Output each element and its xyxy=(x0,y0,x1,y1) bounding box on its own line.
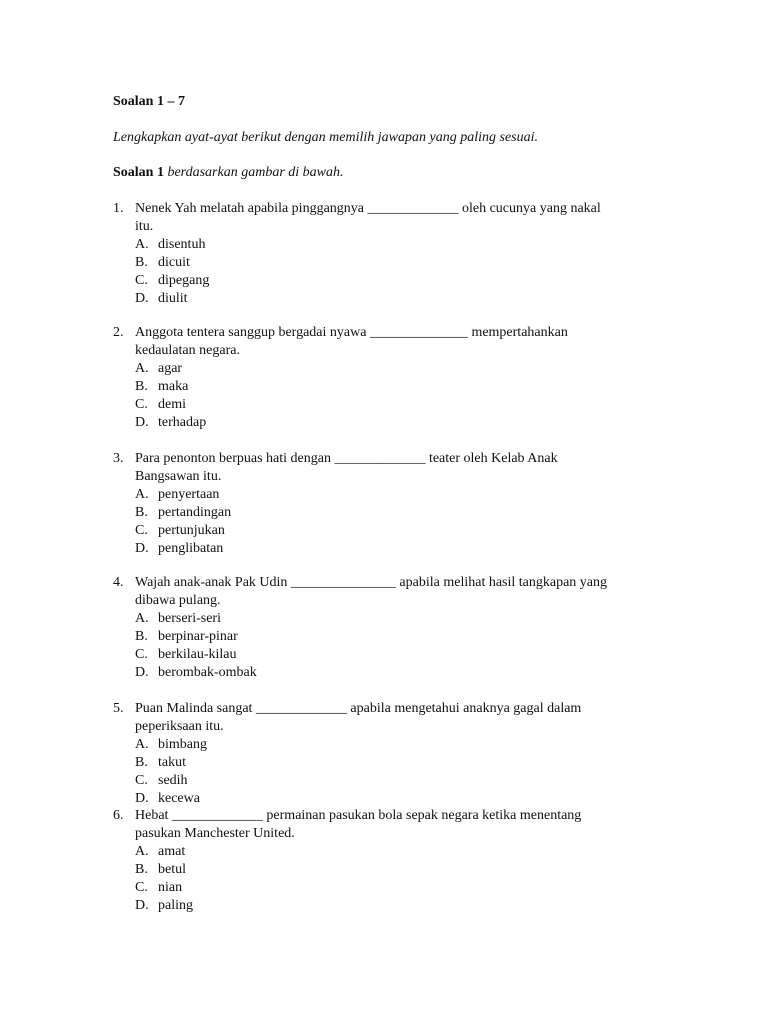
question-number: 1. xyxy=(113,201,124,216)
option-text: agar xyxy=(158,361,183,376)
option-c[interactable] xyxy=(113,522,673,540)
option-letter: B. xyxy=(135,379,148,394)
question-number: 3. xyxy=(113,451,124,466)
option-text: terhadap xyxy=(158,415,207,430)
section-title: Soalan 1 – 7 xyxy=(113,94,185,109)
option-letter: C. xyxy=(135,773,148,788)
question-stem-line xyxy=(113,468,673,486)
question-text: Anggota tentera sanggup bergadai nyawa ______________ mempertahankan xyxy=(135,325,568,340)
option-letter: C. xyxy=(135,397,148,412)
question-stem-line xyxy=(113,700,673,718)
option-text: paling xyxy=(158,898,193,913)
question-number: 5. xyxy=(113,701,124,716)
option-b[interactable] xyxy=(113,504,673,522)
option-c[interactable] xyxy=(113,646,673,664)
question-text: dibawa pulang. xyxy=(135,593,221,608)
question-2 xyxy=(113,324,673,432)
option-d[interactable] xyxy=(113,664,673,682)
option-text: pertunjukan xyxy=(158,523,225,538)
option-text: diulit xyxy=(158,291,188,306)
option-a[interactable] xyxy=(113,360,673,378)
option-d[interactable] xyxy=(113,290,673,308)
option-letter: A. xyxy=(135,844,149,859)
option-text: dipegang xyxy=(158,273,210,288)
option-a[interactable] xyxy=(113,236,673,254)
option-c[interactable] xyxy=(113,272,673,290)
option-a[interactable] xyxy=(113,610,673,628)
question-text: peperiksaan itu. xyxy=(135,719,224,734)
question-text: itu. xyxy=(135,219,154,234)
option-letter: D. xyxy=(135,665,149,680)
instruction-text: Lengkapkan ayat-ayat berikut dengan memilih jawapan yang paling sesuai. xyxy=(113,130,538,145)
option-text: sedih xyxy=(158,773,188,788)
question-stem-line xyxy=(113,592,673,610)
option-letter: D. xyxy=(135,541,149,556)
question-number: 6. xyxy=(113,808,124,823)
question-4 xyxy=(113,574,673,682)
option-text: amat xyxy=(158,844,186,859)
option-a[interactable] xyxy=(113,843,673,861)
option-c[interactable] xyxy=(113,396,673,414)
option-letter: B. xyxy=(135,255,148,270)
option-letter: C. xyxy=(135,647,148,662)
question-stem-line xyxy=(113,825,673,843)
question-text: Puan Malinda sangat _____________ apabila mengetahui anaknya gagal dalam xyxy=(135,701,582,716)
option-letter: D. xyxy=(135,291,149,306)
option-text: disentuh xyxy=(158,237,206,252)
question-number: 4. xyxy=(113,575,124,590)
option-b[interactable] xyxy=(113,628,673,646)
option-d[interactable] xyxy=(113,414,673,432)
option-letter: D. xyxy=(135,415,149,430)
option-letter: C. xyxy=(135,880,148,895)
option-text: maka xyxy=(158,379,189,394)
option-b[interactable] xyxy=(113,861,673,879)
option-text: takut xyxy=(158,755,186,770)
option-letter: A. xyxy=(135,737,149,752)
question-stem-line xyxy=(113,574,673,592)
question-stem-line xyxy=(113,200,673,218)
option-text: pertandingan xyxy=(158,505,232,520)
option-text: demi xyxy=(158,397,186,412)
option-b[interactable] xyxy=(113,754,673,772)
option-d[interactable] xyxy=(113,790,673,808)
question-stem-line xyxy=(113,718,673,736)
option-text: berkilau-kilau xyxy=(158,647,237,662)
question-text: Bangsawan itu. xyxy=(135,469,222,484)
question-5 xyxy=(113,700,673,808)
option-text: penyertaan xyxy=(158,487,220,502)
option-letter: B. xyxy=(135,505,148,520)
question-note-label: Soalan 1 xyxy=(113,165,164,180)
option-text: kecewa xyxy=(158,791,200,806)
option-c[interactable] xyxy=(113,772,673,790)
option-letter: D. xyxy=(135,791,149,806)
option-letter: B. xyxy=(135,862,148,877)
question-1 xyxy=(113,200,673,308)
question-6 xyxy=(113,807,673,915)
question-text: kedaulatan negara. xyxy=(135,343,240,358)
question-stem-line xyxy=(113,807,673,825)
option-c[interactable] xyxy=(113,879,673,897)
option-d[interactable] xyxy=(113,897,673,915)
question-note xyxy=(113,164,344,182)
option-d[interactable] xyxy=(113,540,673,558)
question-stem-line xyxy=(113,342,673,360)
option-text: dicuit xyxy=(158,255,190,270)
option-letter: A. xyxy=(135,361,149,376)
option-letter: D. xyxy=(135,898,149,913)
question-text: Wajah anak-anak Pak Udin _______________ apabila melihat hasil tangkapan yang xyxy=(135,575,608,590)
option-text: betul xyxy=(158,862,186,877)
option-letter: A. xyxy=(135,611,149,626)
option-letter: B. xyxy=(135,629,148,644)
question-text: pasukan Manchester United. xyxy=(135,826,295,841)
option-letter: C. xyxy=(135,273,148,288)
question-stem-line xyxy=(113,450,673,468)
option-a[interactable] xyxy=(113,486,673,504)
option-b[interactable] xyxy=(113,254,673,272)
question-text: Para penonton berpuas hati dengan _____________ teater oleh Kelab Anak xyxy=(135,451,558,466)
option-text: berpinar-pinar xyxy=(158,629,238,644)
question-text: Hebat _____________ permainan pasukan bola sepak negara ketika menentang xyxy=(135,808,582,823)
question-number: 2. xyxy=(113,325,124,340)
option-text: bimbang xyxy=(158,737,207,752)
option-text: berseri-seri xyxy=(158,611,221,626)
option-text: berombak-ombak xyxy=(158,665,257,680)
question-note-text: berdasarkan gambar di bawah. xyxy=(163,165,344,180)
question-stem-line xyxy=(113,324,673,342)
question-stem-line xyxy=(113,218,673,236)
question-text: Nenek Yah melatah apabila pinggangnya _____________ oleh cucunya yang nakal xyxy=(135,201,601,216)
option-text: penglibatan xyxy=(158,541,224,556)
option-b[interactable] xyxy=(113,378,673,396)
option-a[interactable] xyxy=(113,736,673,754)
question-3 xyxy=(113,450,673,558)
option-letter: A. xyxy=(135,487,149,502)
option-letter: A. xyxy=(135,237,149,252)
option-text: nian xyxy=(158,880,183,895)
option-letter: C. xyxy=(135,523,148,538)
option-letter: B. xyxy=(135,755,148,770)
